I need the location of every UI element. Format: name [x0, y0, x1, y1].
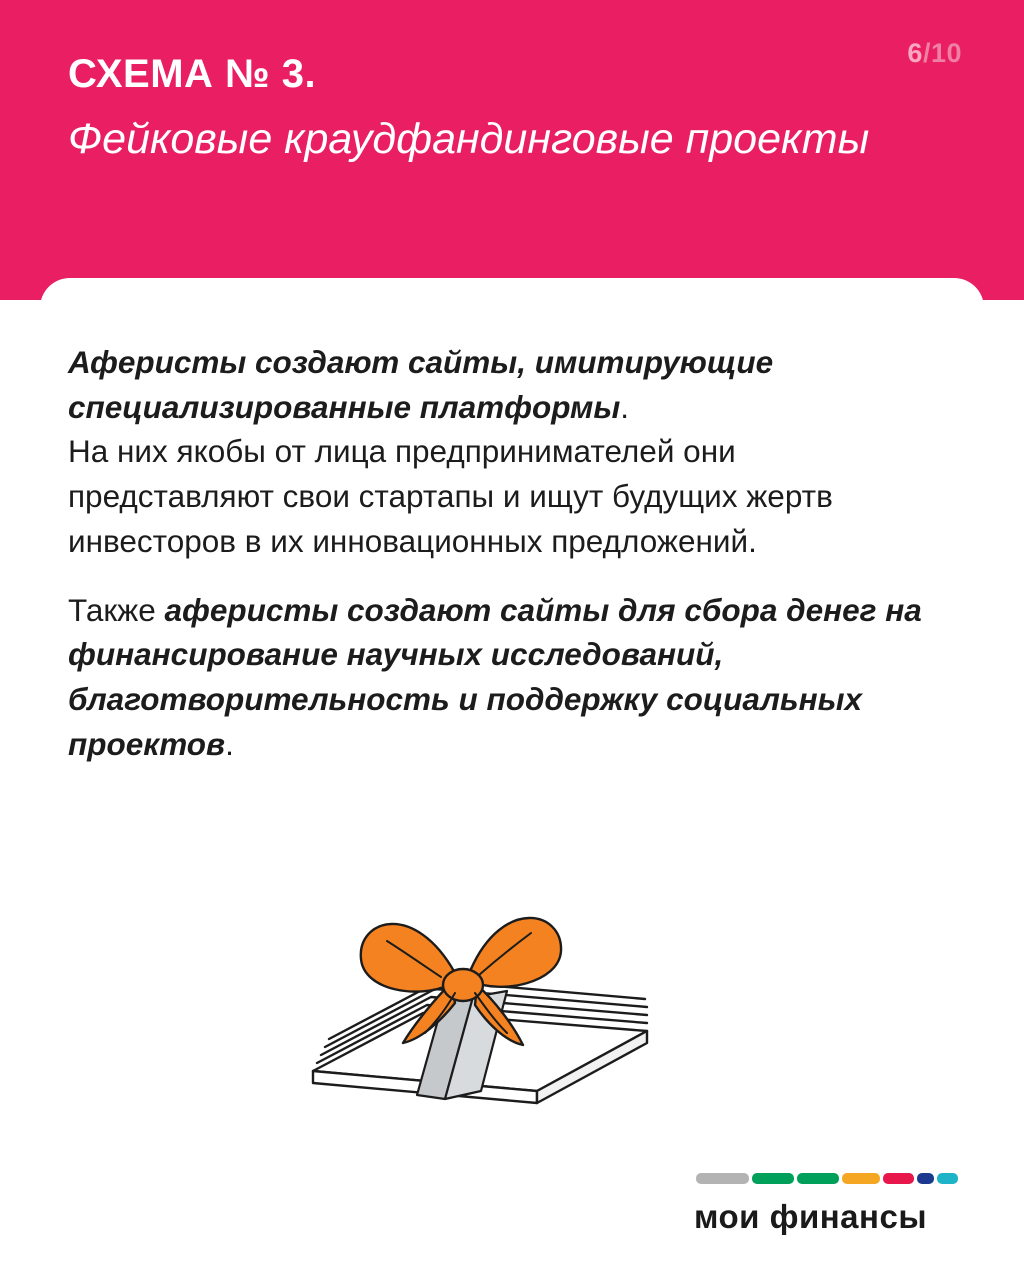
paragraph-3 — [68, 588, 948, 767]
paragraph-1 — [68, 340, 948, 564]
logo-color-bars — [696, 1173, 958, 1184]
content-card — [40, 278, 984, 1258]
page-counter — [907, 38, 962, 69]
page-current: 6 — [907, 38, 923, 68]
paragraph-3-prefix: Также — [68, 591, 165, 628]
logo-text: мои финансы — [694, 1198, 928, 1235]
paragraph-1-rest: . — [620, 388, 630, 425]
page-total: 10 — [930, 38, 962, 68]
page-separator: / — [922, 38, 931, 68]
body-text — [68, 340, 948, 766]
header-band — [0, 0, 1024, 300]
scheme-title: СХЕМА № 3. — [68, 52, 317, 96]
brand-logo — [694, 1173, 962, 1236]
paragraph-3-suffix: . — [225, 725, 234, 762]
paragraph-3-bold: аферисты создают сайты для сбора денег на финансирование научных исследований, благотворительность и поддержку социальных проектов — [68, 591, 922, 762]
money-stack-with-orange-bow-icon — [295, 903, 675, 1133]
paragraph-1-bold: Аферисты создают сайты, имитирующие специализированные платформы — [68, 344, 774, 425]
scheme-subtitle: Фейковые краудфандинговые проекты — [68, 115, 870, 163]
paragraph-2: На них якобы от лица предпринимателей они представляют свои стартапы и ищут будущих жертв инвесторов в их инновационных предложений. — [68, 433, 833, 559]
